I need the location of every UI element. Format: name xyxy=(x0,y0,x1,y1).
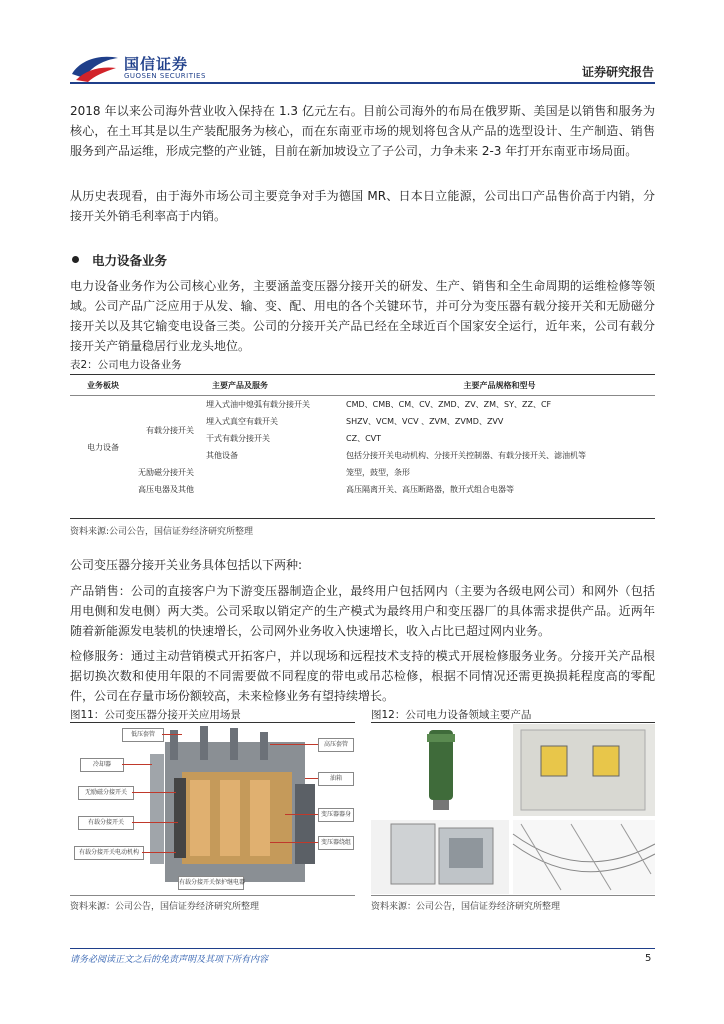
section-title: 电力设备业务 xyxy=(92,253,168,268)
fig11-label: 有载分接开关电动机构 xyxy=(74,846,144,860)
cell-models: 笼型，鼓型，条形 xyxy=(346,468,410,477)
footer-disclaimer: 请务必阅读正文之后的免责声明及其项下所有内容 xyxy=(70,955,269,965)
cell-product: 其他设备 xyxy=(206,451,238,460)
fig11-label: 高压套管 xyxy=(318,738,354,752)
cell-product: 无励磁分接开关 xyxy=(138,468,194,477)
cell-product: 高压电器及其他 xyxy=(138,485,194,494)
fig11-label: 低压套管 xyxy=(122,728,164,742)
bullet-icon xyxy=(72,256,79,263)
cell-product: 干式有载分接开关 xyxy=(206,434,270,443)
header-product: 主要产品及服务 xyxy=(136,375,344,395)
fig11-label: 油箱 xyxy=(318,772,354,786)
cell-product: 埋入式油中熄弧有载分接开关 xyxy=(206,400,310,409)
fig11-label: 变压器绕组 xyxy=(318,836,354,850)
guosen-logo-icon xyxy=(70,52,120,82)
business-service: 检修服务：通过主动营销模式开拓客户，并以现场和远程技术支持的模式开展检修服务业务。分接开关产品根据切换次数和使用年限的不同需要做不同程度的带电或吊芯检修，根据不同情况还需更换损耗程度高的零配件，公司在存量市场份额较高，未来检修业务有望持续增长。 xyxy=(70,649,655,703)
cell-segment: 电力设备 xyxy=(87,442,119,452)
logo-text-en: GUOSEN SECURITIES xyxy=(124,72,206,80)
product-photos-illustration xyxy=(371,724,655,894)
cell-models: CZ、CVT xyxy=(346,434,382,443)
cell-models: SHZV、VCM、VCV 、ZVM、ZVMD、ZVV xyxy=(346,417,504,426)
section-paragraph: 电力设备业务作为公司核心业务，主要涵盖变压器分接开关的研发、生产、销售和全生命周期的运维检修等领域。公司产品广泛应用于从发、输、变、配、用电的各个关键环节，并可分为变压器有载分接开关和无励磁分接开关以及其它输变电设备三类。公司的分接开关产品已经在全球近百个国家安全运行，近年来，公司有载分接开关产销量稳居行业龙头地位。 xyxy=(70,279,655,353)
fig12-caption: 图12：公司电力设备领域主要产品 xyxy=(371,709,532,721)
cell-models: CMD、CMB、CM、CV、ZMD、ZV、ZM、SY、ZZ、CF xyxy=(346,400,552,409)
business-sales: 产品销售：公司的直接客户为下游变压器制造企业，最终用户包括网内（主要为各级电网公司）和网外（包括用电侧和发电侧）两大类。公司采取以销定产的生产模式为最终用户和变压器厂的具体需求提供产品。近两年随着新能源发电装机的快速增长，公司网外业务收入快速增长，收入占比已超过网内业务。 xyxy=(70,584,655,638)
fig11-label: 无励磁分接开关 xyxy=(78,786,134,800)
cell-models: 包括分接开关电动机构、分接开关控制器、有载分接开关、滤油机等 xyxy=(346,451,586,460)
fig11-illustration xyxy=(70,724,355,894)
header-segment: 业务板块 xyxy=(70,375,136,395)
table-caption: 表2：公司电力设备业务 xyxy=(70,359,182,371)
business-intro: 公司变压器分接开关业务具体包括以下两种: xyxy=(70,558,303,572)
cell-product: 埋入式真空有载开关 xyxy=(206,417,278,426)
fig12-source: 资料来源：公司公告，国信证券经济研究所整理 xyxy=(371,902,561,912)
fig11-label: 有载分接开关 xyxy=(78,816,134,830)
intro-paragraph-1: 2018 年以来公司海外营业收入保持在 1.3 亿元左右。目前公司海外的布局在俄罗斯、美国是以销售和服务为核心，在土耳其是以生产装配服务为核心，而在东南亚市场的规划将包含从产品的选型设计、生产制造、销售服务到产品运维，形成完整的产业链，目前在新加坡设立了子公司，力争未来 2-3 年打开东南亚市场局面。 xyxy=(70,104,655,158)
page-number: 5 xyxy=(645,953,652,964)
fig11-label: 变压器器身 xyxy=(318,808,354,822)
cell-models: 高压隔离开关、高压断路器，散开式组合电器等 xyxy=(346,485,514,494)
report-type: 证券研究报告 xyxy=(582,65,655,79)
fig11-caption: 图11：公司变压器分接开关应用场景 xyxy=(70,709,241,721)
table-header-row xyxy=(70,375,655,395)
table-row xyxy=(70,396,655,413)
table-source: 资料来源:公司公告，国信证券经济研究所整理 xyxy=(70,527,254,537)
header-rule xyxy=(70,82,655,84)
intro-paragraph-2: 从历史表现看，由于海外市场公司主要竞争对手为德国 MR、日本日立能源，公司出口产品售价高于内销，分接开关外销毛利率高于内销。 xyxy=(70,189,655,223)
footer-rule xyxy=(70,948,655,949)
table-bottom-rule xyxy=(70,518,655,519)
table-row xyxy=(70,481,655,498)
table-row xyxy=(70,464,655,481)
page-header xyxy=(0,0,724,90)
fig12-product-photos xyxy=(371,724,655,894)
transformer-illustration xyxy=(70,724,355,894)
fig11-source: 资料来源：公司公告，国信证券经济研究所整理 xyxy=(70,902,260,912)
business-table xyxy=(70,375,655,498)
fig11-top-rule xyxy=(70,722,355,723)
logo-text-cn: 国信证券 xyxy=(124,55,189,73)
fig11-label: 冷却器 xyxy=(80,758,124,772)
fig12-bottom-rule xyxy=(371,895,655,896)
header-models: 主要产品规格和型号 xyxy=(344,375,655,395)
cell-subgroup: 有载分接开关 xyxy=(146,425,194,435)
fig11-label: 有载分接开关保护继电器 xyxy=(178,876,244,890)
fig12-top-rule xyxy=(371,722,655,723)
fig11-bottom-rule xyxy=(70,895,355,896)
